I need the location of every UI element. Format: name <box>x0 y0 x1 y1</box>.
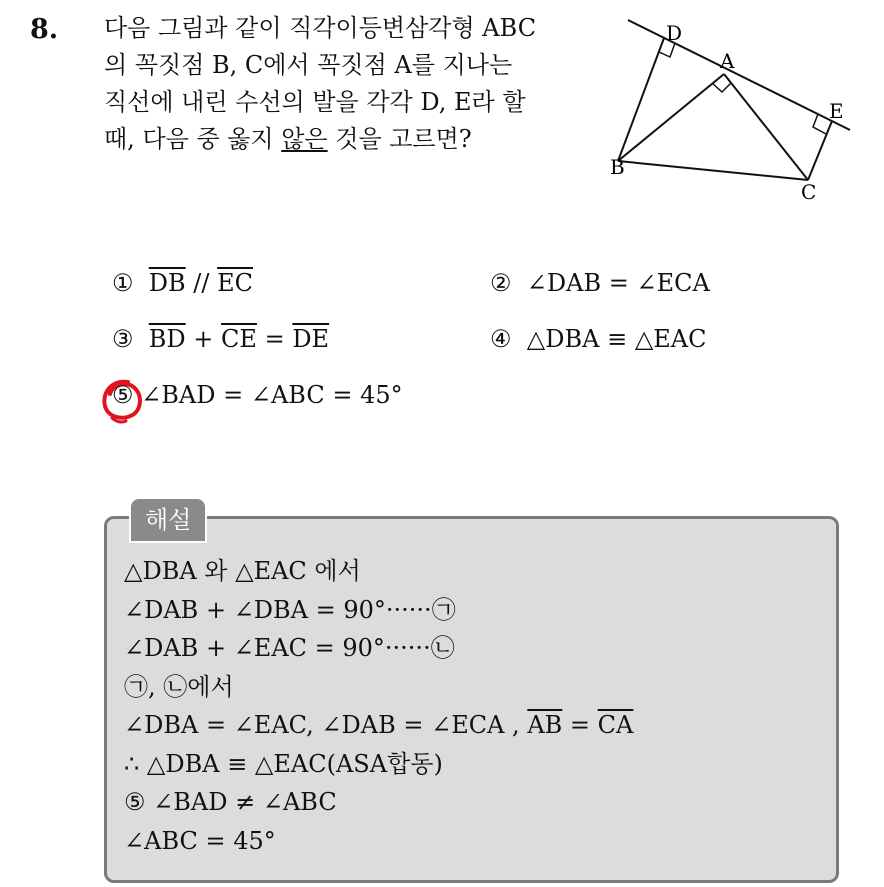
segment-bc <box>618 161 808 180</box>
solution-tag: 해설 <box>129 497 207 543</box>
choice-4[interactable] <box>490 325 707 353</box>
question-number: 8. <box>30 14 59 45</box>
label-a: A <box>720 49 735 73</box>
right-angle-mark-a <box>712 83 731 92</box>
segment-ac <box>724 74 808 180</box>
question-line-4 <box>104 121 584 158</box>
segment-ce <box>808 121 832 180</box>
solution-line-5-pre: ∠DBA = ∠EAC, ∠DAB = ∠ECA , <box>124 711 528 739</box>
label-d: D <box>666 21 683 45</box>
segment-de: $\overline{DE}$ <box>292 325 330 353</box>
choice-2-text: ∠DAB = ∠ECA <box>526 269 710 297</box>
plus-symbol: + <box>185 325 222 353</box>
line-dae <box>628 20 850 130</box>
segment-bd: $\overline{BD}$ <box>148 325 186 353</box>
choice-5[interactable] <box>112 381 403 409</box>
choice-5-number: ⑤ <box>112 381 134 409</box>
choice-4-text: △DBA ≡ △EAC <box>526 325 707 353</box>
segment-ab: $\overline{AB}$ <box>527 711 563 739</box>
choice-5-text: ∠BAD = ∠ABC = 45° <box>141 381 403 409</box>
segment-ec: $\overline{EC}$ <box>217 269 253 297</box>
solution-line-3: ∠DAB + ∠EAC = 90°······㉡ <box>124 634 455 662</box>
choice-1-number: ① <box>112 269 134 297</box>
question-line-4-pre: 때, 다음 중 옳지 <box>104 125 282 153</box>
solution-text <box>124 552 633 860</box>
solution-line-1: △DBA 와 △EAC 에서 <box>124 557 361 585</box>
solution-line-4: ㉠, ㉡에서 <box>124 672 234 701</box>
solution-line-5-eq: = <box>562 711 598 739</box>
solution-line-8: ∠ABC = 45° <box>124 826 276 855</box>
label-c: C <box>801 180 817 204</box>
choice-3[interactable] <box>112 325 329 353</box>
choice-2-number: ② <box>490 269 512 297</box>
segment-db: $\overline{DB}$ <box>148 269 186 297</box>
solution-line-2: ∠DAB + ∠DBA = 90°······㉠ <box>124 595 456 624</box>
choice-1[interactable] <box>112 269 253 297</box>
parallel-symbol: // <box>185 269 218 297</box>
segment-ca: $\overline{CA}$ <box>597 711 634 739</box>
segment-ce: $\overline{CE}$ <box>221 325 257 353</box>
solution-line-6: ∴ △DBA ≡ △EAC(ASA합동) <box>124 749 443 778</box>
choice-2[interactable] <box>490 269 710 297</box>
solution-line-5 <box>124 706 633 745</box>
question-line-4-post: 것을 고르면? <box>327 125 472 153</box>
triangle-figure <box>600 14 860 204</box>
choice-4-number: ④ <box>490 325 512 353</box>
question-line-3: 직선에 내린 수선의 발을 각각 D, E라 할 <box>104 88 526 116</box>
question-line-1: 다음 그림과 같이 직각이등변삼각형 ABC <box>104 14 537 42</box>
choice-3-number: ③ <box>112 325 134 353</box>
solution-line-7: ⑤ ∠BAD ≠ ∠ABC <box>124 788 337 816</box>
question-text <box>104 10 584 158</box>
question-line-2: 의 꼭짓점 B, C에서 꼭짓점 A를 지나는 <box>104 51 513 79</box>
label-b: B <box>610 155 625 179</box>
label-e: E <box>829 99 844 123</box>
underlined-word: 않은 <box>281 125 328 153</box>
equals-symbol: = <box>256 325 293 353</box>
